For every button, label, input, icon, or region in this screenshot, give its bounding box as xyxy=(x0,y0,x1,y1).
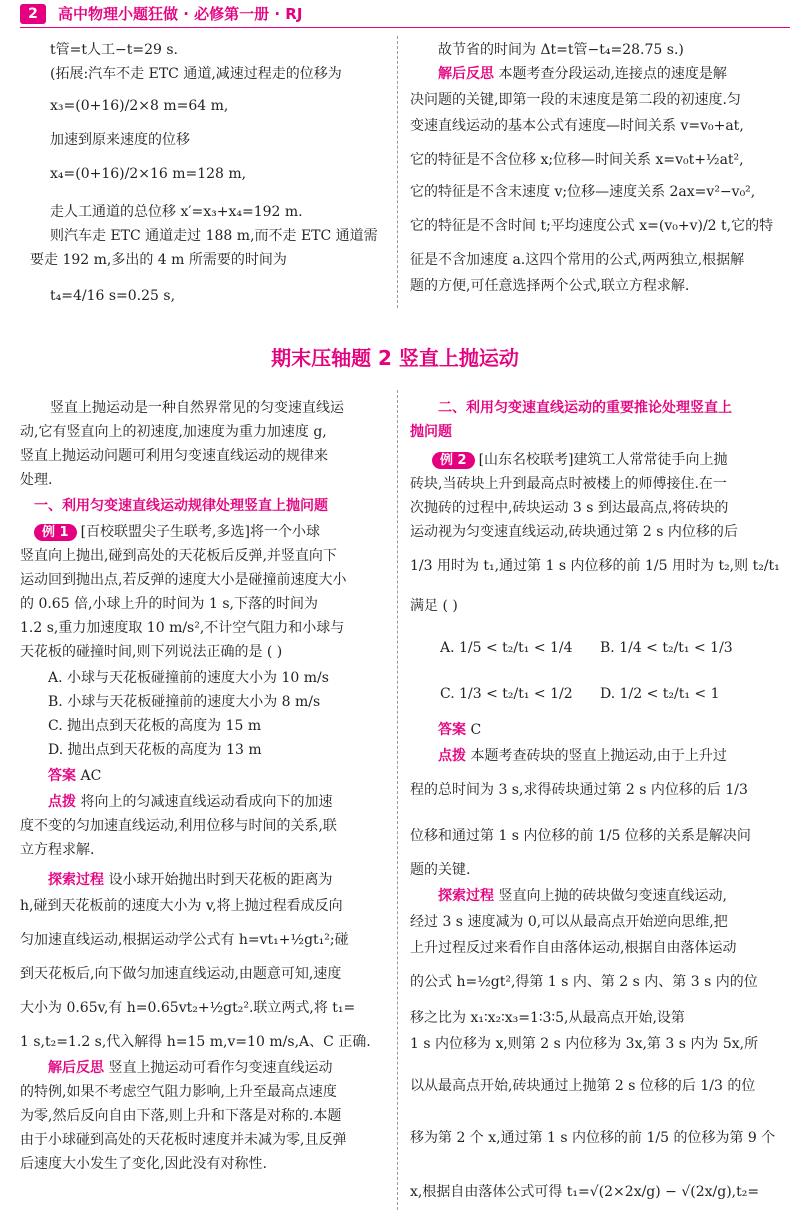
hint-line: 度不变的匀加速直线运动,利用位移与时间的关系,联 xyxy=(20,818,337,834)
option-d: D. 抛出点到天花板的高度为 13 m xyxy=(48,742,262,758)
hint-line: 点拨 将向上的匀减速直线运动看成向下的加速 xyxy=(48,794,333,810)
example-line: 例 2 [山东名校联考]建筑工人常常徒手向上抛 xyxy=(432,450,728,470)
answer-label: 答案 xyxy=(48,768,76,784)
reflect-label: 解后反思 xyxy=(48,1060,104,1076)
explore-line: 移为第 2 个 x,通过第 1 s 内位移的前 1/5 的位移为第 9 个 xyxy=(410,1130,776,1146)
explore-label: 探索过程 xyxy=(48,872,104,888)
text-line: 变速直线运动的基本公式有速度—时间关系 v=v₀+at, xyxy=(410,118,744,134)
explore-line: 1 s,t₂=1.2 s,代入解得 h=15 m,v=10 m/s,A、C 正确. xyxy=(20,1034,371,1050)
text-line: 要走 192 m,多出的 4 m 所需要的时间为 xyxy=(30,252,287,268)
page-number: 2 xyxy=(20,4,46,24)
answer-label: 答案 xyxy=(438,722,466,738)
subsection-heading: 抛问题 xyxy=(410,424,452,440)
option-b: B. 1/4 < t₂/t₁ < 1/3 xyxy=(600,640,733,656)
subsection-heading: 二、利用匀变速直线运动的重要推论处理竖直上 xyxy=(438,400,732,416)
hint-line: 立方程求解. xyxy=(20,842,95,858)
text-line: t管=t人工−t=29 s. xyxy=(50,42,178,58)
example-line: 1.2 s,重力加速度取 10 m/s²,不计空气阻力和小球与 xyxy=(20,620,345,636)
formula-line: x₃=(0+16)/2×8 m=64 m, xyxy=(50,98,229,114)
text-line: (拓展:汽车不走 ETC 通道,减速过程走的位移为 xyxy=(50,66,342,82)
explore-line: x,根据自由落体公式可得 t₁=√(2×2x/g) − √(2x/g),t₂= xyxy=(410,1184,760,1200)
example-line: 砖块,当砖块上升到最高点时被楼上的师傅接住.在一 xyxy=(410,476,727,492)
header-rule xyxy=(20,27,790,28)
example-line: 天花板的碰撞时间,则下列说法正确的是 ( ) xyxy=(20,644,283,660)
subsection-heading: 一、利用匀变速直线运动规律处理竖直上抛问题 xyxy=(34,498,328,514)
hint-label: 点拨 xyxy=(438,748,466,764)
option-a: A. 小球与天花板碰撞前的速度大小为 10 m/s xyxy=(48,670,329,686)
intro-line: 竖直上抛运动问题可利用匀变速直线运动的规律来 xyxy=(20,448,328,464)
reflect-line: 由于小球碰到高处的天花板时速度并未减为零,且反弹 xyxy=(20,1132,347,1148)
column-divider-bottom xyxy=(397,390,398,1210)
reflect-line: 的特例,如果不考虑空气阻力影响,上升至最高点速度 xyxy=(20,1084,337,1100)
reflect-label: 解后反思 xyxy=(438,66,494,82)
text-line: 题的方便,可任意选择两个公式,联立方程求解. xyxy=(410,278,690,294)
explore-line: 1 s 内位移为 x,则第 2 s 内位移为 3x,第 3 s 内为 5x,所 xyxy=(410,1036,759,1052)
text-line: 它的特征是不含末速度 v;位移—速度关系 2ax=v²−v₀², xyxy=(410,184,756,200)
option-d: D. 1/2 < t₂/t₁ < 1 xyxy=(600,686,720,702)
hint-line: 位移和通过第 1 s 内位移的前 1/5 位移的关系是解决问 xyxy=(410,828,751,844)
explore-line: 到天花板后,向下做匀加速直线运动,由题意可知,速度 xyxy=(20,966,342,982)
explore-line: 以从最高点开始,砖块通过上抛第 2 s 位移的后 1/3 的位 xyxy=(410,1078,756,1094)
explore-line: 匀加速直线运动,根据运动学公式有 h=vt₁+½gt₁²;碰 xyxy=(20,932,349,948)
hint-line: 点拨 本题考查砖块的竖直上抛运动,由于上升过 xyxy=(438,748,727,764)
page-header xyxy=(0,0,790,28)
text-line: 决问题的关键,即第一段的末速度是第二段的初速度.匀 xyxy=(410,92,741,108)
text-line: 它的特征是不含位移 x;位移—时间关系 x=v₀t+½at², xyxy=(410,152,744,168)
example-line: 例 1 [百校联盟尖子生联考,多选]将一个小球 xyxy=(34,522,320,542)
example-line: 次抛砖的过程中,砖块运动 3 s 到达最高点,将砖块的 xyxy=(410,500,729,516)
example-line: 1/3 用时为 t₁,通过第 1 s 内位移的前 1/5 用时为 t₂,则 t₂/t₁ xyxy=(410,558,780,574)
option-b: B. 小球与天花板碰撞前的速度大小为 8 m/s xyxy=(48,694,321,710)
intro-line: 竖直上抛运动是一种自然界常见的匀变速直线运 xyxy=(50,400,344,416)
explore-line: 上升过程反过来看作自由落体运动,根据自由落体运动 xyxy=(410,940,737,956)
example-line: 满足 ( ) xyxy=(410,598,458,614)
reflect-line: 解后反思 竖直上抛运动可看作匀变速直线运动 xyxy=(48,1060,333,1076)
explore-line: 探索过程 竖直向上抛的砖块做匀变速直线运动, xyxy=(438,888,727,904)
explore-line: 移之比为 x₁∶x₂∶x₃=1∶3∶5,从最高点开始,设第 xyxy=(410,1010,685,1026)
intro-line: 处理. xyxy=(20,472,53,488)
explore-label: 探索过程 xyxy=(438,888,494,904)
text-line: 它的特征是不含时间 t;平均速度公式 x=(v₀+v)/2 t,它的特 xyxy=(410,218,774,234)
example-tag: 例 1 xyxy=(34,524,77,541)
section-title: 期末压轴题 2 竖直上抛运动 xyxy=(271,346,519,370)
explore-line: 的公式 h=½gt²,得第 1 s 内、第 2 s 内、第 3 s 内的位 xyxy=(410,974,758,990)
example-tag: 例 2 xyxy=(432,452,475,469)
option-c: C. 抛出点到天花板的高度为 15 m xyxy=(48,718,262,734)
formula-line: x₄=(0+16)/2×16 m=128 m, xyxy=(50,166,247,182)
reflect-line: 为零,然后反向自由下落,则上升和下落是对称的.本题 xyxy=(20,1108,342,1124)
answer-value: C xyxy=(470,722,482,738)
book-title: 高中物理小题狂做 · 必修第一册 · RJ xyxy=(58,5,303,23)
explore-line: h,碰到天花板前的速度大小为 v,将上抛过程看成反向 xyxy=(20,898,343,914)
explore-line: 探索过程 设小球开始抛出时到天花板的距离为 xyxy=(48,872,333,888)
text-line: 加速到原来速度的位移 xyxy=(50,132,190,148)
example-line: 的 0.65 倍,小球上升的时间为 1 s,下落的时间为 xyxy=(20,596,318,612)
explore-line: 大小为 0.65v,有 h=0.65vt₂+½gt₂².联立两式,将 t₁= xyxy=(20,1000,356,1016)
explore-line: 经过 3 s 速度减为 0,可以从最高点开始逆向思维,把 xyxy=(410,914,728,930)
answer-line xyxy=(48,766,101,786)
example-line: 运动视为匀变速直线运动,砖块通过第 2 s 内位移的后 xyxy=(410,524,738,540)
intro-line: 动,它有竖直向上的初速度,加速度为重力加速度 g, xyxy=(20,424,327,440)
hint-label: 点拨 xyxy=(48,794,76,810)
column-divider-top xyxy=(397,36,398,308)
answer-line xyxy=(438,720,481,740)
text-line: 故节省的时间为 Δt=t管−t₄=28.75 s.) xyxy=(438,42,684,58)
answer-value: AC xyxy=(80,768,102,784)
hint-line: 题的关键. xyxy=(410,862,471,878)
text-line: 解后反思 本题考查分段运动,连接点的速度是解 xyxy=(438,66,727,82)
example-line: 运动回到抛出点,若反弹的速度大小是碰撞前速度大小 xyxy=(20,572,347,588)
text-line: 则汽车走 ETC 通道走过 188 m,而不走 ETC 通道需 xyxy=(50,228,378,244)
option-c: C. 1/3 < t₂/t₁ < 1/2 xyxy=(440,686,573,702)
hint-line: 程的总时间为 3 s,求得砖块通过第 2 s 内位移的后 1/3 xyxy=(410,782,748,798)
text-line: 征是不含加速度 a.这四个常用的公式,两两独立,根据解 xyxy=(410,252,745,268)
reflect-line: 后速度大小发生了变化,因此没有对称性. xyxy=(20,1156,267,1172)
option-a: A. 1/5 < t₂/t₁ < 1/4 xyxy=(440,640,573,656)
text-line: 走人工通道的总位移 x′=x₃+x₄=192 m. xyxy=(50,204,303,220)
example-line: 竖直向上抛出,碰到高处的天花板后反弹,并竖直向下 xyxy=(20,548,337,564)
formula-line: t₄=4/16 s=0.25 s, xyxy=(50,288,176,304)
